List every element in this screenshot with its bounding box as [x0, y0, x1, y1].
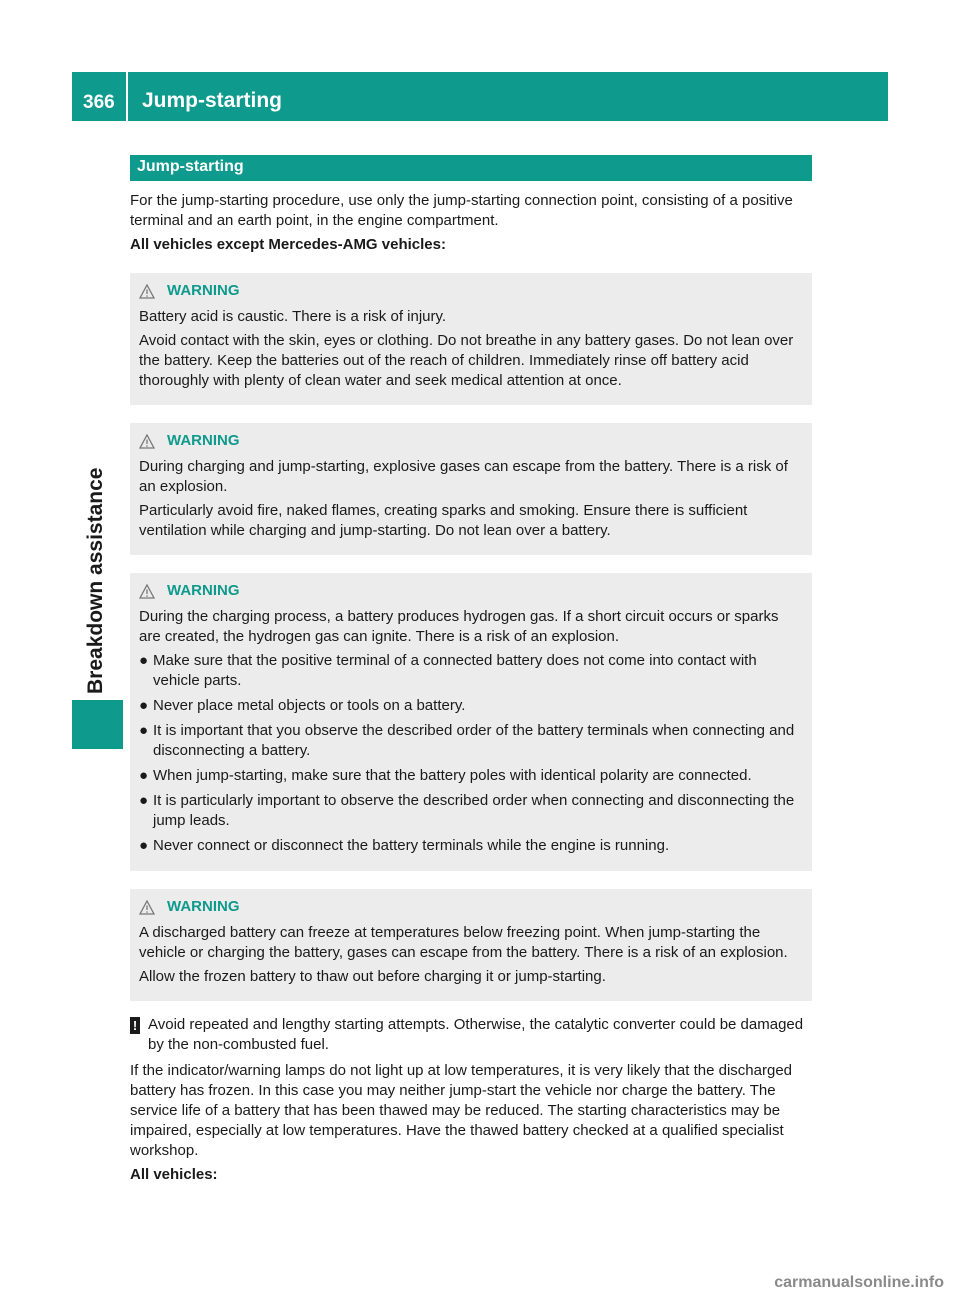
list-item-text: When jump-starting, make sure that the battery poles with identical polarity are connected. [153, 767, 752, 784]
bullet-icon: ● [139, 767, 149, 784]
warning-header [139, 281, 804, 301]
warning-header [139, 431, 804, 451]
list-item-text: It is particularly important to observe the described order when connecting and disconnecting the jump leads. [153, 792, 795, 829]
bullet-icon: ● [139, 652, 149, 669]
warning-label: WARNING [167, 898, 240, 915]
page-number: 366 [83, 92, 115, 113]
header-title: Jump-starting [142, 89, 283, 112]
list-item [139, 721, 804, 761]
warning-triangle-icon [139, 434, 155, 449]
side-tab-block [72, 700, 123, 749]
warning-text: Particularly avoid fire, naked flames, creating sparks and smoking. Ensure there is sufficient ventilation while charging and jump-starting. Do not lean over a battery. [139, 502, 748, 539]
warning-triangle-icon [139, 900, 155, 915]
closing-paragraph: If the indicator/warning lamps do not light up at low temperatures, it is very likely that the discharged battery has frozen. In this case you may neither jump-start the vehicle nor charge the battery. The service life of a battery that has been thawed may be reduced. The starting characteristics may be impaired, especially at low temperatures. Have the thawed battery checked at a qualified specialist workshop. [130, 1062, 792, 1159]
list-item-text: It is important that you observe the described order of the battery terminals when connecting and disconnecting a battery. [153, 722, 795, 759]
list-item-text: Never place metal objects or tools on a battery. [153, 697, 466, 714]
list-item-text: Make sure that the positive terminal of a connected battery does not come into contact with vehicle parts. [153, 652, 757, 689]
list-item [139, 696, 804, 716]
warning-text: Avoid contact with the skin, eyes or clothing. Do not breathe in any battery gases. Do not lean over the battery. Keep the batteries out of the reach of children. Immediately rinse off battery acid thoroughly with plenty of clean water and seek medical attention at once. [139, 332, 794, 389]
warning-box [130, 573, 812, 871]
intro-paragraph: For the jump-starting procedure, use only the jump-starting connection point, consisting of a positive terminal and an earth point, in the engine compartment. [130, 192, 793, 229]
exclamation-icon: ! [130, 1017, 140, 1034]
warning-text: During charging and jump-starting, explosive gases can escape from the battery. There is a risk of an explosion. [139, 458, 788, 495]
warning-label: WARNING [167, 432, 240, 449]
list-item [139, 791, 804, 831]
main-content [130, 155, 812, 1189]
list-item [139, 836, 804, 856]
notice-text: Avoid repeated and lengthy starting attempts. Otherwise, the catalytic converter could be damaged by the non-combusted fuel. [148, 1016, 804, 1053]
warning-bullet-list [139, 651, 804, 856]
warning-triangle-icon [139, 284, 155, 299]
side-tab-label: Breakdown assistance [84, 467, 107, 694]
warning-label: WARNING [167, 582, 240, 599]
watermark: carmanualsonline.info [774, 1274, 944, 1291]
list-item [139, 766, 804, 786]
bullet-icon: ● [139, 792, 149, 809]
warning-box [130, 273, 812, 405]
warning-label: WARNING [167, 282, 240, 299]
subheading-non-amg: All vehicles except Mercedes-AMG vehicles: [130, 236, 446, 253]
warning-box [130, 423, 812, 555]
section-heading: Jump-starting [130, 155, 812, 181]
warning-triangle-icon [139, 584, 155, 599]
warning-text: A discharged battery can freeze at temperatures below freezing point. When jump-starting the vehicle or charging the battery, gases can escape from the battery. There is a risk of an explosion. [139, 924, 788, 961]
warning-text: Battery acid is caustic. There is a risk of injury. [139, 308, 447, 325]
warning-text: Allow the frozen battery to thaw out before charging it or jump-starting. [139, 968, 606, 985]
bullet-icon: ● [139, 722, 149, 739]
notice [130, 1015, 812, 1055]
list-item [139, 651, 804, 691]
list-item-text: Never connect or disconnect the battery terminals while the engine is running. [153, 837, 670, 854]
bullet-icon: ● [139, 837, 149, 854]
warning-header [139, 897, 804, 917]
bullet-icon: ● [139, 697, 149, 714]
subheading-all-vehicles: All vehicles: [130, 1166, 218, 1183]
header-divider [126, 72, 128, 121]
warning-text: During the charging process, a battery produces hydrogen gas. If a short circuit occurs or sparks are created, the hydrogen gas can ignite. There is a risk of an explosion. [139, 608, 779, 645]
warning-box [130, 889, 812, 1001]
warning-header [139, 581, 804, 601]
